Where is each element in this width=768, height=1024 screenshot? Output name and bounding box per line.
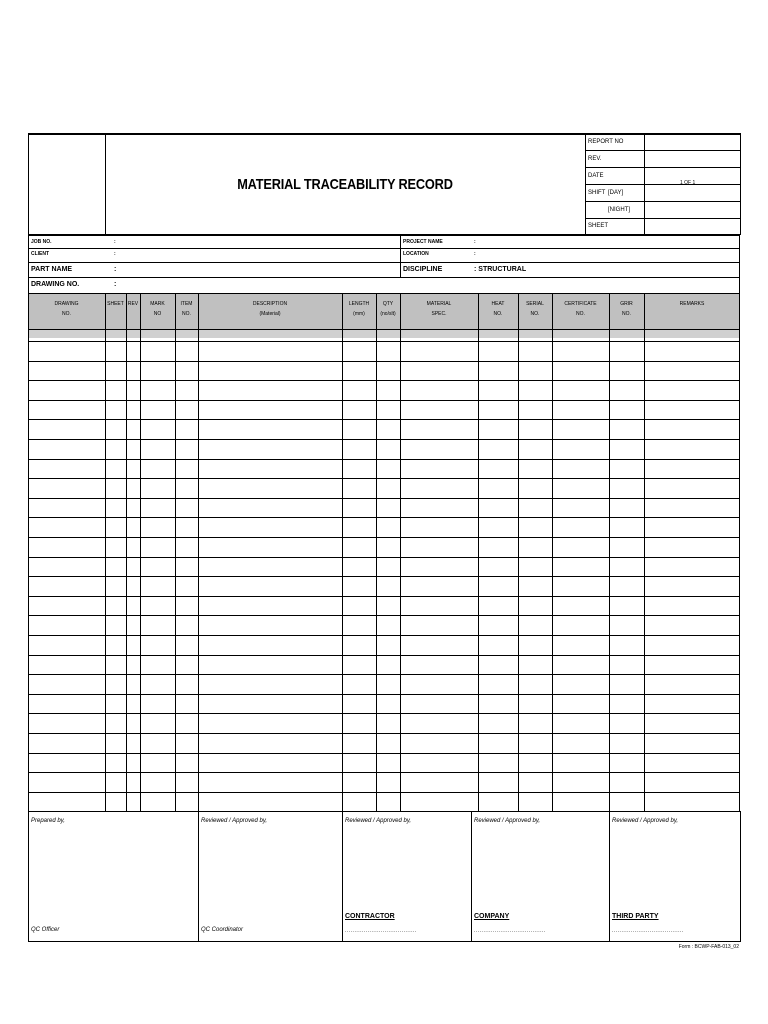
- signature-role: QC Coordinator: [201, 927, 244, 933]
- column-header-label: LENGTH: [348, 301, 370, 307]
- client-label: CLIENT: [31, 251, 50, 257]
- column-header-sublabel: NO.: [493, 311, 503, 317]
- column-header-6: [342, 301, 376, 317]
- signature-divider: [609, 811, 610, 941]
- table-row-line: [28, 498, 740, 499]
- column-header-sublabel: NO.: [62, 311, 71, 317]
- column-header-label: DRAWING: [54, 301, 79, 307]
- signature-dotted-line: ......................................: [612, 928, 684, 934]
- location-colon: :: [474, 251, 476, 257]
- shift-night-label: [NIGHT]: [608, 207, 630, 213]
- header-line: [585, 150, 740, 151]
- info-top-rule: [28, 234, 740, 236]
- part-name-label: PART NAME: [31, 266, 73, 273]
- table-row-line: [28, 439, 740, 440]
- signature-divider: [198, 811, 199, 941]
- signature-label: Reviewed / Approved by,: [474, 818, 541, 824]
- column-header-label: SERIAL: [526, 301, 544, 307]
- column-header-label: MATERIAL: [426, 301, 452, 307]
- table-row-line: [28, 655, 740, 656]
- table-row-line: [28, 772, 740, 773]
- column-header-label: SHEET: [107, 301, 124, 307]
- form-title: MATERIAL TRACEABILITY RECORD: [237, 176, 453, 193]
- signature-dotted-line: ......................................: [474, 928, 546, 934]
- column-header-gap: [28, 330, 740, 338]
- column-header-7: [376, 301, 400, 317]
- column-header-label: MARK: [150, 301, 165, 307]
- signature-divider: [342, 811, 343, 941]
- table-row-line: [28, 419, 740, 420]
- column-header-sublabel: NO: [153, 311, 162, 317]
- discipline-label: DISCIPLINE: [403, 266, 443, 273]
- column-header-12: [609, 301, 644, 317]
- client-colon: :: [114, 251, 116, 257]
- column-header-10: [518, 301, 552, 317]
- column-header-label: CERTIFICATE: [564, 301, 597, 307]
- table-row-line: [28, 596, 740, 597]
- column-header-sublabel: NO.: [182, 311, 191, 317]
- info-line: [28, 262, 740, 263]
- header-line: [585, 167, 740, 168]
- column-header-11: [552, 301, 609, 317]
- column-header-1: [105, 301, 126, 311]
- column-header-13: [644, 301, 740, 311]
- table-row-line: [28, 753, 740, 754]
- column-header-sublabel: NO.: [622, 311, 631, 317]
- table-row-line: [28, 400, 740, 401]
- column-header-label: HEAT: [491, 301, 505, 307]
- header-line: [585, 218, 740, 219]
- signature-party: THIRD PARTY: [612, 913, 659, 920]
- column-header-sublabel: NO.: [576, 311, 585, 317]
- signature-label: Reviewed / Approved by,: [612, 818, 679, 824]
- column-header-3: [140, 301, 175, 317]
- table-row-line: [28, 635, 740, 636]
- column-header-sublabel: (mm): [353, 311, 365, 317]
- drawing-no-colon: :: [114, 281, 117, 288]
- info-left-border: [28, 234, 29, 293]
- shift-label: SHIFT: [588, 190, 606, 196]
- signature-party: CONTRACTOR: [345, 913, 395, 920]
- column-header-sublabel: (no/slt): [380, 311, 396, 317]
- info-line: [28, 248, 740, 249]
- project-name-label: PROJECT NAME: [403, 239, 443, 245]
- table-row-line: [28, 576, 740, 577]
- column-header-label: ITEM: [180, 301, 193, 307]
- column-header-5: [198, 301, 342, 317]
- info-right-border: [739, 234, 740, 293]
- table-row-line: [28, 517, 740, 518]
- column-header-9: [478, 301, 518, 317]
- table-row-line: [28, 674, 740, 675]
- table-row-line: [28, 478, 740, 479]
- job-no-label: JOB NO.: [31, 239, 52, 245]
- column-header-0: [28, 301, 105, 317]
- signature-label: Reviewed / Approved by,: [201, 818, 268, 824]
- form-number: Form : BCWP-FAB-013_02: [678, 944, 739, 950]
- signature-label: Prepared by,: [31, 818, 65, 824]
- column-header-sublabel: NO.: [530, 311, 540, 317]
- signature-party: COMPANY: [474, 913, 510, 920]
- table-row-line: [28, 557, 740, 558]
- header-line: [585, 184, 740, 185]
- table-row-line: [28, 713, 740, 714]
- part-name-colon: :: [114, 266, 117, 273]
- signature-role: QC Officer: [31, 927, 60, 933]
- signature-dotted-line: ......................................: [345, 928, 417, 934]
- page-count: 1 OF 1: [680, 180, 696, 186]
- header-line: [585, 201, 740, 202]
- column-header-label: GRIR: [620, 301, 633, 307]
- discipline-value: : STRUCTURAL: [474, 266, 527, 273]
- column-header-4: [175, 301, 198, 317]
- project-name-colon: :: [474, 239, 476, 245]
- column-header-label: DESCRIPTION: [252, 301, 288, 307]
- table-row-line: [28, 615, 740, 616]
- info-middle-divider: [400, 234, 401, 277]
- signature-box: [28, 811, 741, 942]
- column-header-sublabel: (Material): [259, 311, 281, 317]
- table-row-line: [28, 361, 740, 362]
- signature-label: Reviewed / Approved by,: [345, 818, 412, 824]
- drawing-no-label: DRAWING NO.: [31, 281, 80, 288]
- logo-box-divider: [105, 134, 106, 234]
- table-row-line: [28, 341, 740, 342]
- column-header-label: REV: [127, 301, 139, 307]
- column-header-sublabel: SPEC.: [431, 311, 447, 317]
- table-row-line: [28, 380, 740, 381]
- table-row-line: [28, 459, 740, 460]
- info-line: [28, 277, 740, 278]
- shift-day-label: [DAY]: [608, 190, 624, 196]
- table-row-line: [28, 537, 740, 538]
- date-label: DATE: [588, 173, 604, 179]
- column-header-2: [126, 301, 140, 311]
- sheet-label: SHEET: [588, 223, 609, 229]
- table-row-line: [28, 694, 740, 695]
- location-label: LOCATION: [403, 251, 429, 257]
- signature-divider: [471, 811, 472, 941]
- table-row-line: [28, 792, 740, 793]
- column-header-label: QTY: [382, 301, 394, 307]
- column-header-label: REMARKS: [679, 301, 705, 307]
- job-no-colon: :: [114, 239, 116, 245]
- table-row-line: [28, 733, 740, 734]
- report-no-label: REPORT NO: [588, 139, 624, 145]
- rev-label: REV.: [588, 156, 602, 162]
- column-header-8: [400, 301, 478, 317]
